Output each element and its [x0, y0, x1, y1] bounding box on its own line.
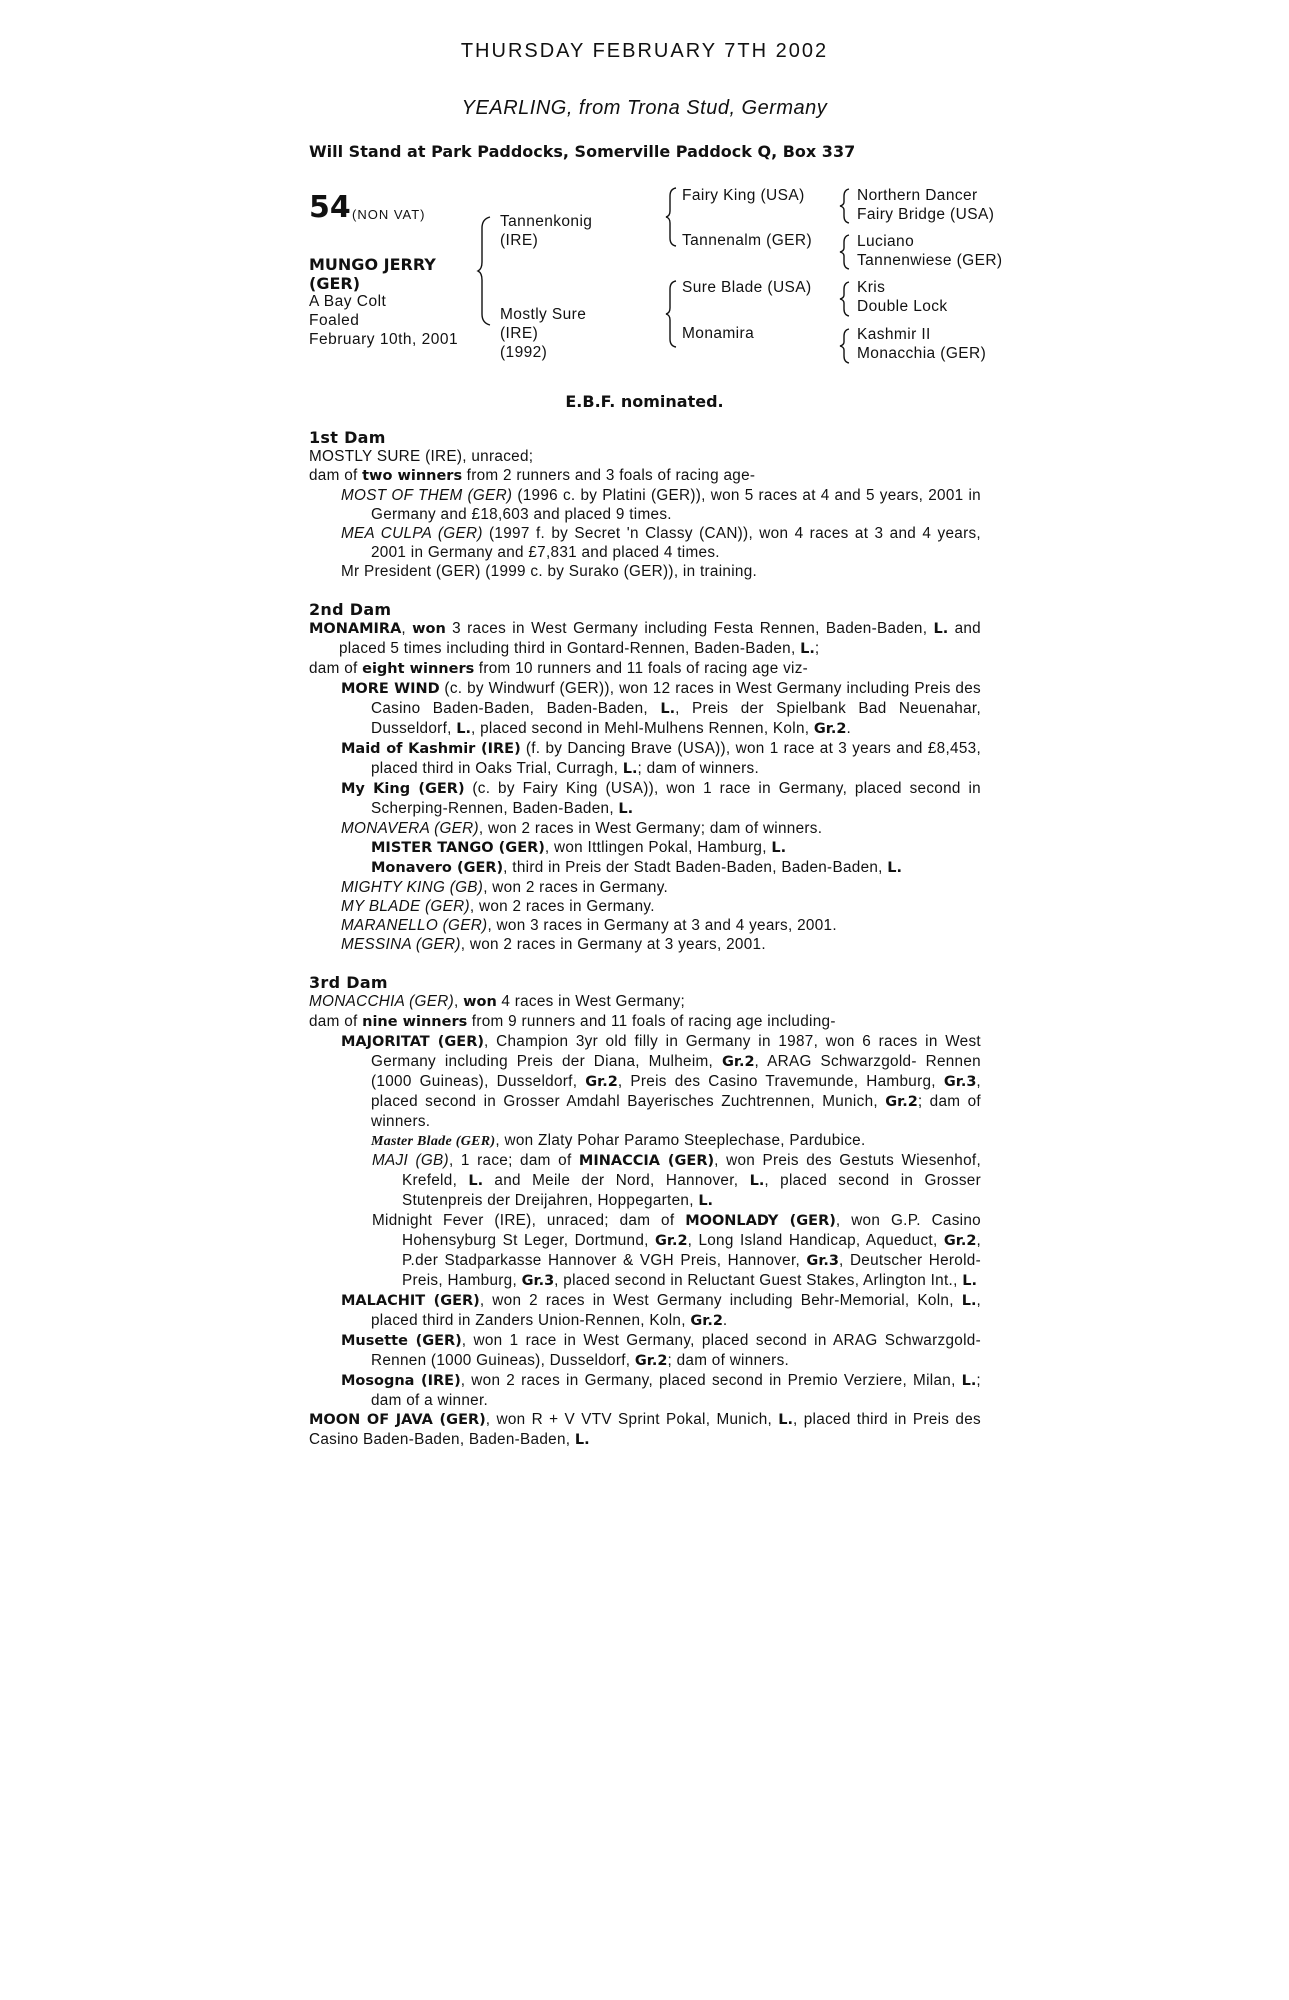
produce-majoritat: MAJORITAT (GER), Champion 3yr old filly in Germany in 1987, won 6 races in West Germany including Preis der Diana, Mulheim, Gr.2, ARAG Schwarzgold- Rennen (1000 Guineas), Dusseldorf, Gr.2, Preis des Casino Travemunde, Hamburg, Gr.3, placed second in Grosser Amdahl Bayerisches Zuchtrennen, Munich, Gr.2; dam of winners.	[341, 1033, 981, 1130]
first-dam-line: MOSTLY SURE (IRE), unraced;	[309, 448, 534, 465]
produce-master-blade: Master Blade (GER), won Zlaty Pohar Paramo Steeplechase, Pardubice.	[371, 1132, 866, 1149]
dam-parents-bracket	[666, 280, 678, 348]
produce-mr-president: Mr President (GER) (1999 c. by Surako (GER)), in training.	[341, 563, 758, 580]
g-bracket-3	[840, 281, 850, 317]
produce-my-blade: MY BLADE (GER), won 2 races in Germany.	[341, 898, 655, 915]
produce-midnight-fever: Midnight Fever (IRE), unraced; dam of MOONLADY (GER), won G.P. Casino Hohensyburg St Leger, Dortmund, Gr.2, Long Island Handicap, Aqueduct, Gr.2, P.der Stadparkasse Hannover & VGH Preis, Hannover, Gr.3, Deutscher Herold-Preis, Hamburg, Gr.3, placed second in Reluctant Guest Stakes, Arlington Int., L.	[372, 1212, 981, 1289]
pedigree-sire: Tannenkonig (IRE)	[500, 213, 593, 249]
produce-maranello: MARANELLO (GER), won 3 races in Germany at 3 and 4 years, 2001.	[341, 917, 837, 934]
foaled-date: February 10th, 2001	[309, 331, 459, 348]
produce-maid-of-kashmir: Maid of Kashmir (IRE) (f. by Dancing Brave (USA)), won 1 race at 3 years and £8,453, placed third in Oaks Trial, Curragh, L.; dam of winners.	[341, 740, 981, 777]
pedigree-sire-sire: Fairy King (USA)	[682, 187, 805, 204]
produce-mea-culpa: MEA CULPA (GER) (1997 f. by Secret 'n Classy (CAN)), won 4 races at 3 and 4 years, 2001 in Germany and £7,831 and placed 4 times.	[341, 525, 981, 561]
second-dam-line: MONAMIRA, won 3 races in West Germany including Festa Rennen, Baden-Baden, L. and placed 5 times including third in Gontard-Rennen, Baden-Baden, L.;	[309, 620, 981, 657]
produce-messina: MESSINA (GER), won 2 races in Germany at 3 years, 2001.	[341, 936, 766, 953]
produce-moon-of-java: MOON OF JAVA (GER), won R + V VTV Sprint Pokal, Munich, L., placed third in Preis des Casino Baden-Baden, Baden-Baden, L.	[309, 1411, 981, 1448]
dam-text	[309, 428, 981, 1450]
stand-location: Will Stand at Park Paddocks, Somerville Paddock Q, Box 337	[309, 142, 856, 161]
lot-number: 54	[309, 190, 351, 225]
produce-mighty-king: MIGHTY KING (GB), won 2 races in Germany.	[341, 879, 669, 896]
g-bracket-1	[840, 188, 850, 224]
second-dam-heading: 2nd Dam	[309, 600, 392, 619]
pedigree-sire-dam: Tannenalm (GER)	[682, 232, 813, 249]
foaled-label: Foaled	[309, 312, 360, 329]
first-dam-heading: 1st Dam	[309, 428, 386, 447]
horse-name-line1: MUNGO JERRY	[309, 255, 436, 274]
pedigree-dam-dam: Monamira	[682, 325, 755, 342]
sale-date: THURSDAY FEBRUARY 7TH 2002	[460, 40, 829, 62]
produce-mister-tango: MISTER TANGO (GER), won Ittlingen Pokal, Hamburg, L.	[371, 839, 787, 856]
pedigree-dam: Mostly Sure (IRE) (1992)	[500, 306, 587, 361]
sire-dam-bracket	[478, 216, 492, 326]
produce-mosogna: Mosogna (IRE), won 2 races in Germany, placed second in Premio Verziere, Milan, L.; dam of a winner.	[341, 1372, 981, 1409]
horse-info	[309, 292, 458, 349]
produce-monavera: MONAVERA (GER), won 2 races in West Germany; dam of winners.	[341, 820, 823, 837]
pedigree-g3: Kris Double Lock	[857, 279, 948, 315]
third-dam-produce: dam of nine winners from 9 runners and 11 foals of racing age including-	[309, 1013, 836, 1030]
horse-name-line2: (GER)	[309, 274, 361, 293]
vat-status: (NON VAT)	[352, 207, 426, 222]
g-bracket-2	[840, 234, 850, 270]
third-dam-line: MONACCHIA (GER), won 4 races in West Germany;	[309, 993, 686, 1010]
g-bracket-4	[840, 328, 850, 364]
second-dam-produce: dam of eight winners from 10 runners and 11 foals of racing age viz-	[309, 660, 809, 677]
produce-more-wind: MORE WIND (c. by Windwurf (GER)), won 12 races in West Germany including Preis des Casino Baden-Baden, Baden-Baden, L., Preis der Spielbank Bad Neuenahar, Dusseldorf, L., placed second in Mehl-Mulhens Rennen, Koln, Gr.2.	[341, 680, 981, 737]
pedigree-dam-sire: Sure Blade (USA)	[682, 279, 812, 296]
ebf-note: E.B.F. nominated.	[565, 392, 724, 411]
first-dam-produce: dam of two winners from 2 runners and 3 foals of racing age-	[309, 467, 756, 484]
produce-maji: MAJI (GB), 1 race; dam of MINACCIA (GER), won Preis des Gestuts Wiesenhof, Krefeld, L. and Meile der Nord, Hannover, L., placed second in Grosser Stutenpreis der Dreijahren, Hoppegarten, L.	[372, 1152, 981, 1209]
horse-description: A Bay Colt	[309, 293, 387, 310]
pedigree-g2: Luciano Tannenwiese (GER)	[857, 233, 1003, 269]
pedigree-g4: Kashmir II Monacchia (GER)	[857, 326, 987, 362]
produce-malachit: MALACHIT (GER), won 2 races in West Germany including Behr-Memorial, Koln, L., placed third in Zanders Union-Rennen, Koln, Gr.2.	[341, 1292, 982, 1329]
sire-parents-bracket	[666, 187, 678, 247]
produce-monavero: Monavero (GER), third in Preis der Stadt Baden-Baden, Baden-Baden, L.	[371, 859, 903, 876]
produce-my-king: My King (GER) (c. by Fairy King (USA)), won 1 race in Germany, placed second in Scherping-Rennen, Baden-Baden, L.	[341, 780, 981, 817]
produce-musette: Musette (GER), won 1 race in West Germany, placed second in ARAG Schwarzgold-Rennen (1000 Guineas), Dusseldorf, Gr.2; dam of winners.	[341, 1332, 981, 1369]
horse-name	[309, 255, 459, 293]
lot-subtitle: YEARLING, from Trona Stud, Germany	[461, 97, 828, 119]
pedigree-g1: Northern Dancer Fairy Bridge (USA)	[857, 187, 995, 223]
third-dam-heading: 3rd Dam	[309, 973, 388, 992]
produce-most-of-them: MOST OF THEM (GER) (1996 c. by Platini (GER)), won 5 races at 4 and 5 years, 2001 in Germany and £18,603 and placed 9 times.	[341, 487, 981, 523]
